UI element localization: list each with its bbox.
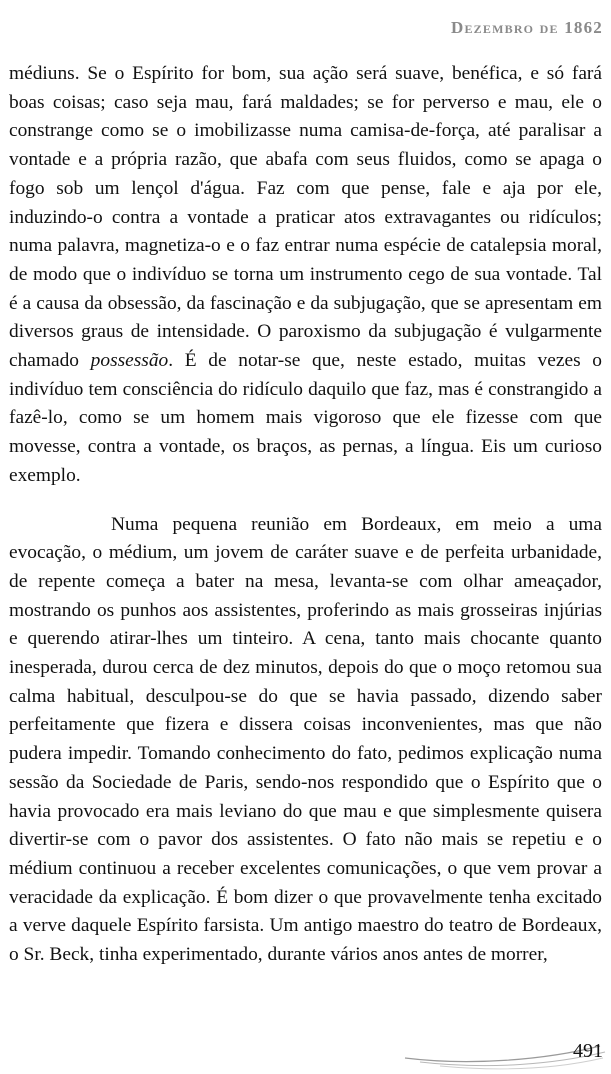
footer-ornament bbox=[0, 1036, 611, 1074]
paragraph-1 bbox=[9, 60, 602, 491]
paragraph-1-text-a: médiuns. Se o Espírito for bom, sua ação será suave, benéfica, e só fará boas coisas; caso seja mau, fará maldades; se for perverso e mau, ele o constrange como se o imobilizasse numa camisa-de-força, até paralisar a vontade e a própria razão, que abafa com seus fluidos, como se apaga o fogo sob um lençol d'água. Faz com que pense, fale e aja por ele, induzindo-o contra a vontade a praticar atos extravagantes ou ridículos; numa palavra, magnetiza-o e o faz entrar numa espécie de catalepsia moral, de modo que o indivíduo se torna um instrumento cego de sua vontade. Tal é a causa da obsessão, da fascinação e da subjugação, que se apresentam em diversos graus de intensidade. O paroxismo da subjugação é vulgarmente chamado bbox=[9, 63, 602, 372]
emphasis-possessao: possessão bbox=[90, 350, 169, 372]
page-body bbox=[9, 60, 602, 970]
running-header: Dezembro de 1862 bbox=[451, 18, 603, 37]
swoosh-ornament-icon bbox=[0, 1036, 611, 1074]
paragraph-2: Numa pequena reunião em Bordeaux, em meio a uma evocação, o médium, um jovem de caráter suave e de perfeita urbanidade, de repente começa a bater na mesa, levanta-se com olhar ameaçador, mostrando os punhos aos assistentes, proferindo as mais grosseiras injúrias e querendo atirar-lhes um tinteiro. A cena, tanto mais chocante quanto inesperada, durou cerca de dez minutos, depois do que o moço retomou sua calma habitual, desculpou-se do que se havia passado, dizendo saber perfeitamente que fizera e dissera coisas inconvenientes, mas que não pudera impedir. Tomando conhecimento do fato, pedimos explicação numa sessão da Sociedade de Paris, sendo-nos respondido que o Espírito que o havia provocado era mais leviano do que mau e que simplesmente quisera divertir-se com o pavor dos assistentes. O fato não mais se repetiu e o médium continuou a receber excelentes comunicações, o que vem provar a veracidade da explicação. É bom dizer o que provavelmente tenha excitado a verve daquele Espírito farsista. Um antigo maestro do teatro de Bordeaux, o Sr. Beck, tinha experimentado, durante vários anos antes de morrer, bbox=[9, 513, 602, 966]
paragraph-1-text-b: . É de notar-se que, neste estado, muitas vezes o indivíduo tem consciência do ridículo daquilo que faz, mas é constrangido a fazê-lo, como se um homem mais vigoroso que ele fizesse com que movesse, contra a vontade, os braços, as pernas, a língua. Eis um curioso exemplo. bbox=[9, 350, 602, 486]
page-number: 491 bbox=[573, 1040, 603, 1062]
